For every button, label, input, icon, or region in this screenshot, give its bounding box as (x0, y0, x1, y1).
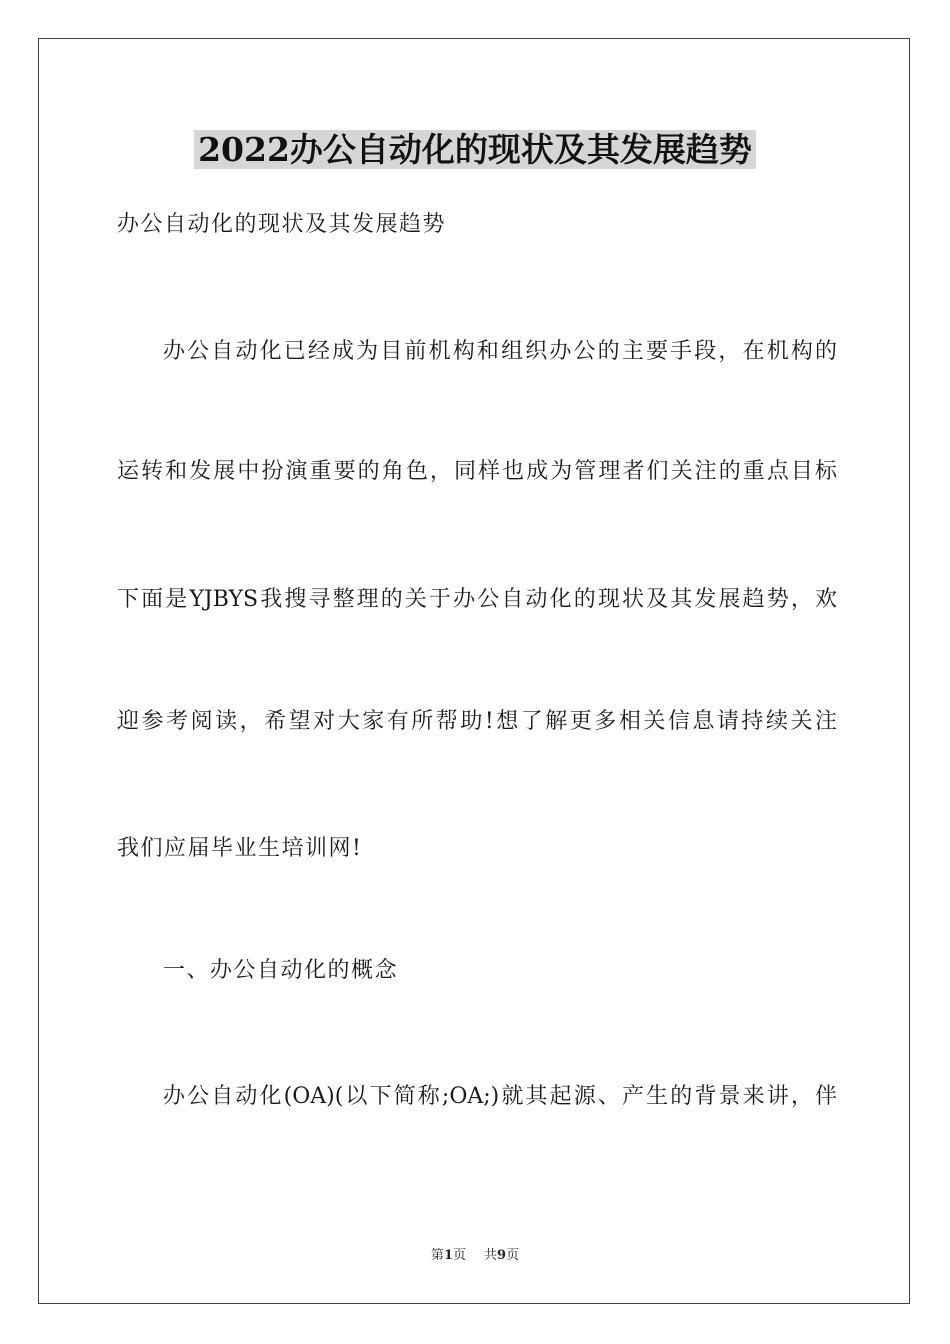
section-heading: 一、办公自动化的概念 (163, 958, 399, 983)
paragraph-line: 迎参考阅读，希望对大家有所帮助!想了解更多相关信息请持续关注 (117, 709, 837, 734)
paragraph-line: 办公自动化(OA)(以下简称;OA;)就其起源、产生的背景来讲，伴 (163, 1084, 837, 1109)
footer-total-suffix: 页 (506, 1248, 520, 1263)
footer-total-prefix: 共 (484, 1248, 498, 1263)
paragraph-line: 下面是YJBYS我搜寻整理的关于办公自动化的现状及其发展趋势，欢 (117, 587, 837, 612)
document-title (0, 128, 950, 172)
footer-page-prefix: 第 (430, 1248, 444, 1263)
footer-page-total: 9 (497, 1248, 507, 1263)
subtitle-line: 办公自动化的现状及其发展趋势 (117, 212, 447, 237)
footer-page-current: 1 (443, 1248, 453, 1263)
paragraph-line: 运转和发展中扮演重要的角色，同样也成为管理者们关注的重点目标 (117, 459, 837, 484)
footer-page-suffix: 页 (452, 1248, 466, 1263)
document-title-text: 2022办公自动化的现状及其发展趋势 (194, 130, 756, 169)
paragraph-line: 办公自动化已经成为目前机构和组织办公的主要手段，在机构的 (163, 339, 837, 364)
paragraph-line: 我们应届毕业生培训网! (117, 836, 363, 861)
page-footer (0, 1247, 950, 1265)
